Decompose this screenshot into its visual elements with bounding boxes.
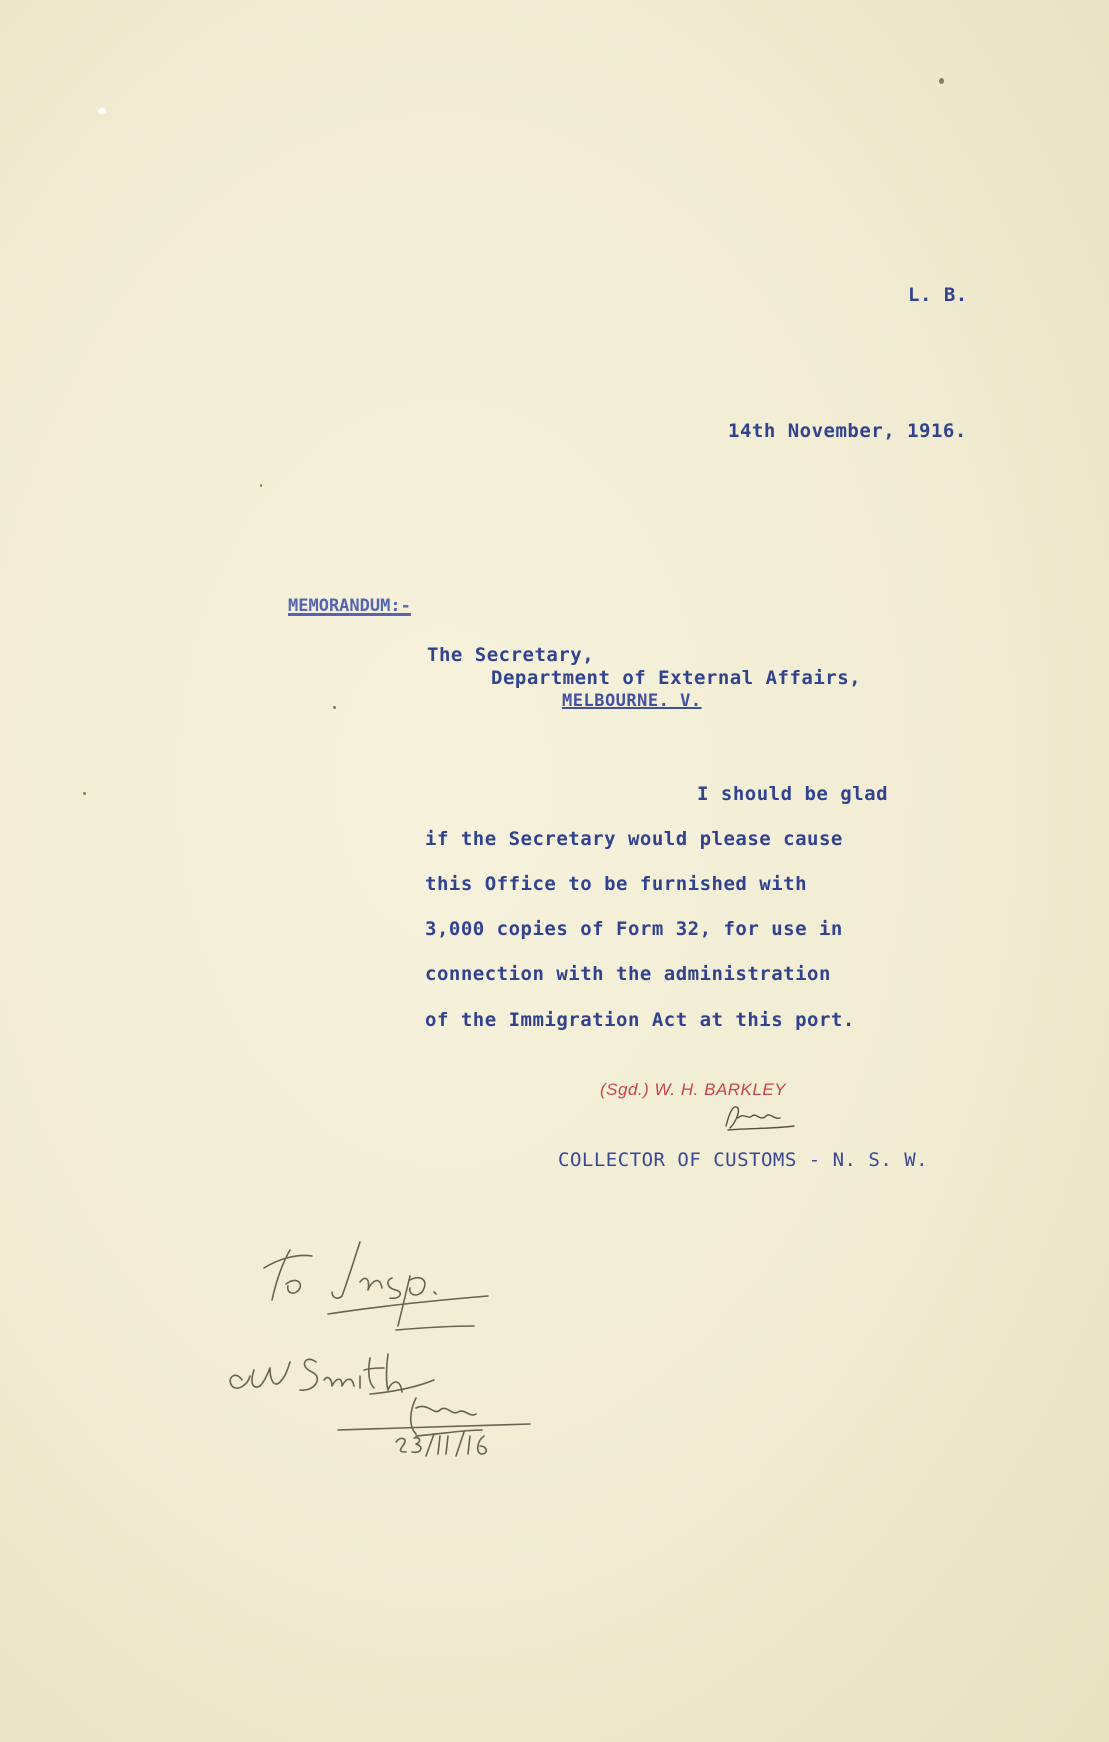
- memo-heading: MEMORANDUM:-: [288, 596, 411, 616]
- paper-speck: [333, 706, 336, 709]
- paper-speck: [260, 484, 262, 487]
- handwritten-annotation: [220, 1230, 560, 1460]
- signature-stamp: (Sgd.) W. H. BARKLEY: [600, 1080, 787, 1099]
- handwritten-initials-signature: [720, 1098, 800, 1134]
- body-line: this Office to be furnished with: [425, 873, 808, 895]
- paper-speck: [98, 108, 106, 114]
- body-line: if the Secretary would please cause: [425, 828, 843, 850]
- body-line: 3,000 copies of Form 32, for use in: [425, 918, 843, 940]
- document-date: 14th November, 1916.: [728, 420, 967, 442]
- addressee-line-3: MELBOURNE. V.: [562, 691, 702, 711]
- addressee-line-2: Department of External Affairs,: [491, 667, 862, 689]
- reference-code: L. B.: [908, 284, 968, 306]
- addressee-line-1: The Secretary,: [427, 644, 595, 666]
- paper-speck: [939, 78, 944, 84]
- body-line: of the Immigration Act at this port.: [425, 1009, 855, 1031]
- body-line: connection with the administration: [425, 963, 831, 985]
- body-line: I should be glad: [697, 783, 889, 805]
- paper-speck: [83, 792, 86, 795]
- signatory-title: COLLECTOR OF CUSTOMS - N. S. W.: [558, 1149, 929, 1171]
